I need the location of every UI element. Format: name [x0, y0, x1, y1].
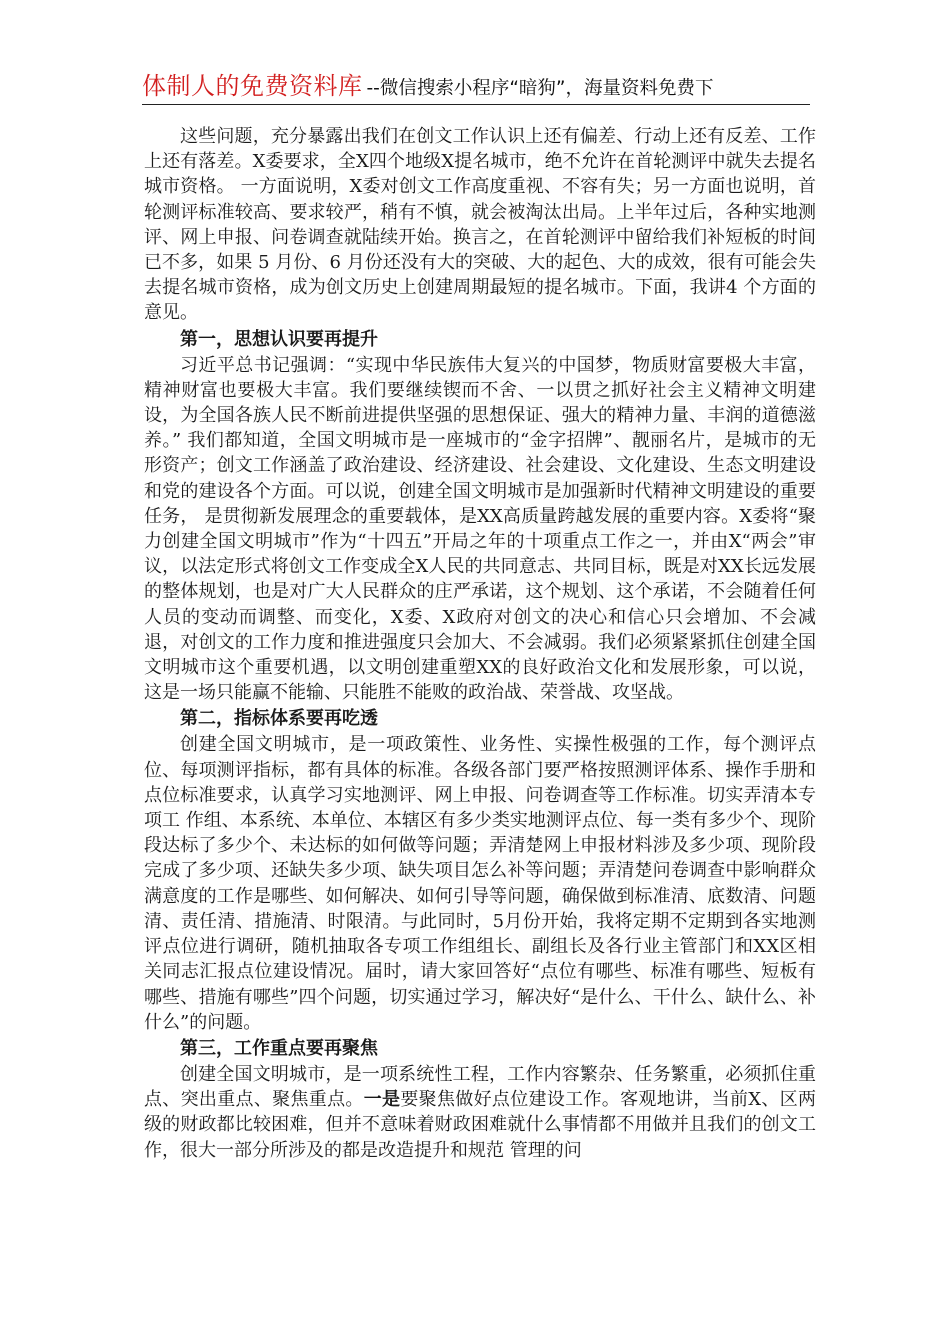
section-3-paragraph — [144, 1062, 816, 1163]
header-tagline: --微信搜索小程序“暗狗”，海量资料免费下 — [366, 78, 714, 99]
section-heading-1: 第一，思想认识要再提升 — [180, 328, 378, 350]
section-3-lead: 创建全国文明城市，是一项系统性工程，工作内容繁杂、任务繁重，必须抓住重点、突出重点、聚焦重点。 — [144, 1063, 816, 1111]
intro-paragraph: 这些问题，充分暴露出我们在创文工作认识上还有偏差、行动上还有反差、工作上还有落差。X委要求，全X四个地级X提名城市，绝不允许在首轮测评中就失去提名城市资格。 一方面说明，X委对创文工作高度重视、不容有失；另一方面也说明，首轮测评标准较高、要求较严，稍有不慎，就会被淘汰出局。上半年过后，各种实地测评、网上申报、问卷调查就陆续开始。换言之，在首轮测评中留给我们补短板的时间已不多，如果 5 月份、6 月份还没有大的突破、大的起色、大的成效，很有可能会失去提名城市资格，成为创文历史上创建周期最短的提名城市。下面，我讲4 个方面的意见。 — [144, 126, 816, 324]
section-2-paragraph: 创建全国文明城市，是一项政策性、业务性、实操性极强的工作，每个测评点位、每项测评指标，都有具体的标准。各级各部门要严格按照测评体系、操作手册和点位标准要求，认真学习实地测评、网上申报、问卷调查等工作标准。切实弄清本专项工 作组、本系统、本单位、本辖区有多少类实地测评点位、每一类有多少个、现阶段达标了多少个、未达标的如何做等问题；弄清楚网上申报材料涉及多少项、现阶段完成了多少项、还缺失多少项、缺失项目怎么补等问题；弄清楚问卷调查中影响群众满意度的工作是哪些、如何解决、如何引导等问题，确保做到标准清、底数清、问题清、责任清、措施清、时限清。与此同时，5月份开始，我将定期不定期到各实地测评点位进行调研，随机抽取各专项工作组组长、副组长及各行业主管部门和XX区相关同志汇报点位建设情况。届时，请大家回答好“点位有哪些、标准有哪些、短板有哪些、措施有哪些”四个问题，切实通过学习，解决好“是什么、干什么、缺什么、补什么”的问题。 — [144, 734, 816, 1033]
section-1-paragraph: 习近平总书记强调：“实现中华民族伟大复兴的中国梦，物质财富要极大丰富，精神财富也要极大丰富。我们要继续锲而不舍、一以贯之抓好社会主义精神文明建设，为全国各族人民不断前进提供坚强的思想保证、强大的精神力量、丰润的道德滋养。” 我们都知道，全国文明城市是一座城市的“金字招牌”、靓丽名片，是城市的无形资产；创文工作涵盖了政治建设、经济建设、社会建设、文化建设、生态文明建设和党的建设各个方面。可以说，创建全国文明城市是加强新时代精神文明建设的重要任务， 是贯彻新发展理念的重要载体，是XX高质量跨越发展的重要内容。X委将“聚力创建全国文明城市”作为“十四五”开局之年的十项重点工作之一，并由X“两会”审议，以法定形式将创文工作变成全X人民的共同意志、共同目标，既是对XX长远发展的整体规划，也是对广大人民群众的庄严承诺，这个规划、这个承诺，不会随着任何人员的变动而调整、而变化，X委、X政府对创文的决心和信心只会增加、不会减退，对创文的工作力度和推进强度只会加大、不会减弱。我们必须紧紧抓住创建全国文明城市这个重要机遇，以文明创建重塑XX的良好政治文化和发展形象，可以说，这是一场只能赢不能输、只能胜不能败的政治战、荣誉战、攻坚战。 — [144, 354, 816, 704]
document-body — [144, 124, 816, 1163]
header-brand: 体制人的免费资料库 — [142, 72, 363, 100]
section-heading-3: 第三，工作重点要再聚焦 — [180, 1037, 378, 1059]
page-header — [142, 70, 810, 105]
section-3-point-marker: 一是 — [363, 1089, 401, 1111]
section-3-rest: 要聚焦做好点位建设工作。客观地讲，当前X、区两级的财政都比较困难，但并不意味着财政困难就什么事情都不用做并且我们的创文工作，很大一部分所涉及的都是改造提升和规范 管理的问 — [144, 1089, 817, 1161]
section-heading-2: 第二，指标体系要再吃透 — [180, 708, 378, 730]
